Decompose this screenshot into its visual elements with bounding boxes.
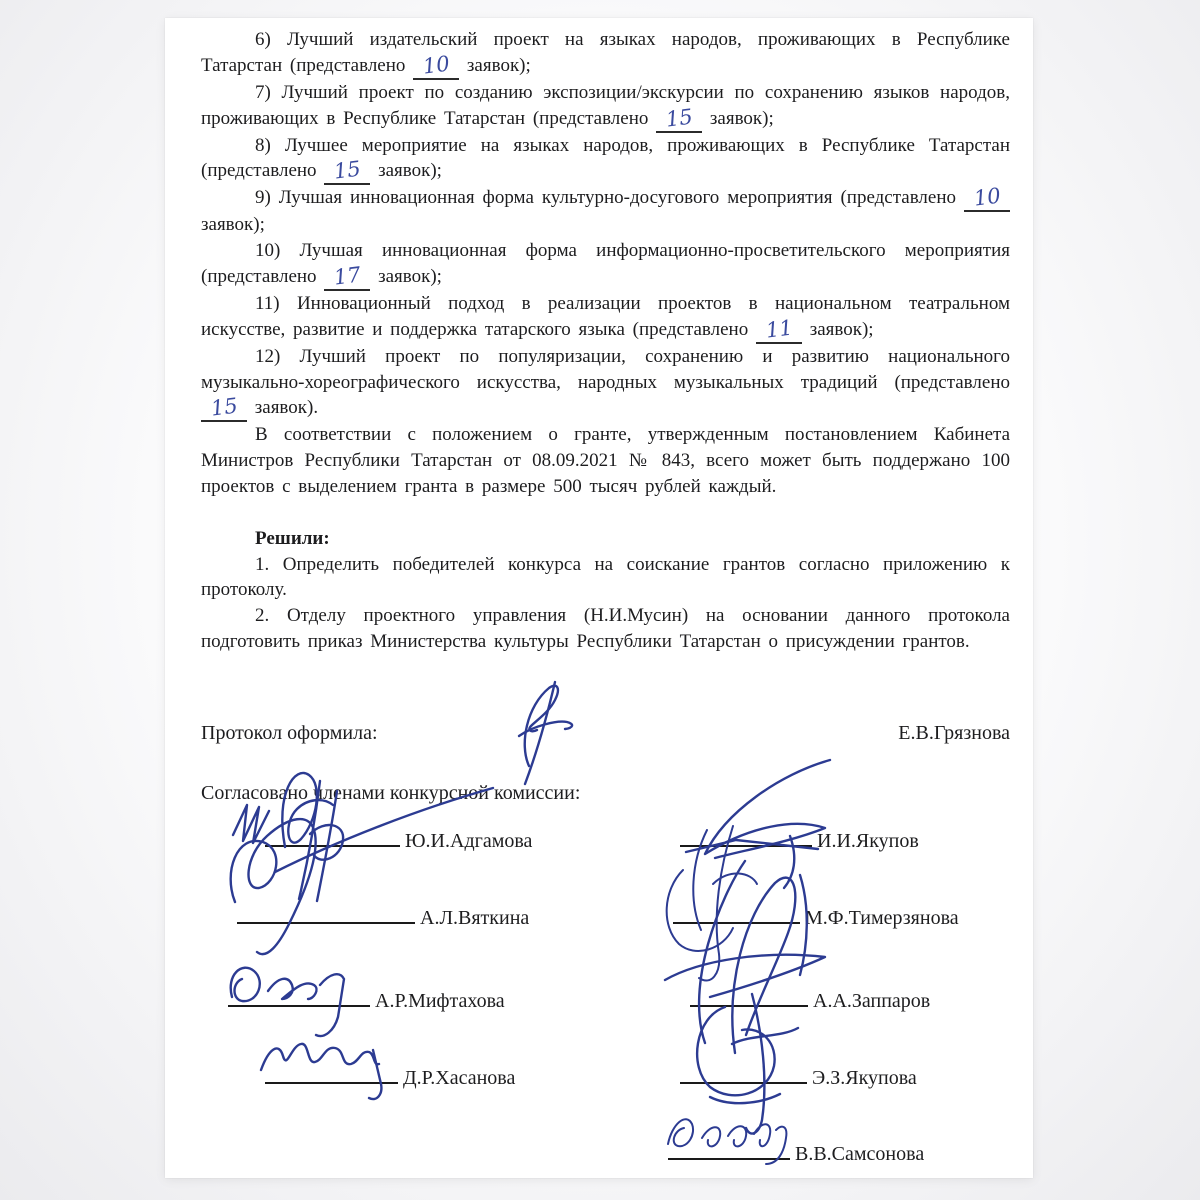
signature-khasanova <box>255 1022 400 1107</box>
item-12-text: 12) Лучший проект по популяризации, сохранению и развитию национального музыкально-хореографического искусства, народных музыкальных традиций (представлено <box>201 345 1010 393</box>
handwritten-count-12: 15 <box>201 400 247 422</box>
item-10-tail: заявок); <box>378 265 442 287</box>
item-11-text: 11) Инновационный подход в реализации проектов в национальном театральном искусстве, развитие и поддержка татарского языка (представлено <box>201 292 1010 340</box>
numbered-item-10 <box>201 238 1010 291</box>
commission-name-yakupova: Э.З.Якупова <box>812 1067 917 1089</box>
resolved-heading: Решили: <box>255 527 330 549</box>
handwritten-count-11: 11 <box>756 322 802 344</box>
item-8-text: 8) Лучшее мероприятие на языках народов, проживающих в Республике Татарстан (представлено <box>201 134 1010 182</box>
numbered-item-8 <box>201 133 1010 186</box>
handwritten-count-7: 15 <box>656 111 702 133</box>
agreed-by-commission-label: Согласовано членами конкурсной комиссии: <box>201 782 581 804</box>
numbered-item-12 <box>201 344 1010 423</box>
handwritten-count-8: 15 <box>324 163 370 185</box>
compliance-paragraph: В соответствии с положением о гранте, утвержденным постановлением Кабинета Министров Республики Татарстан от 08.09.2021 № 843, всего может быть поддержано 100 проектов с выделением гранта в размере 500 тысяч рублей каждый. <box>201 424 1010 497</box>
commission-name-samsonova: В.В.Самсонова <box>795 1143 925 1165</box>
item-11-tail: заявок); <box>809 318 874 340</box>
commission-name-timerzyanova: М.Ф.Тимерзянова <box>805 907 959 929</box>
numbered-item-11 <box>201 291 1010 344</box>
handwritten-count-9: 10 <box>964 190 1010 212</box>
item-9-text: 9) Лучшая инновационная форма культурно-досугового мероприятия (представлено <box>255 187 957 209</box>
signature-gryaznova <box>495 676 595 786</box>
protocol-author-name: Е.В.Грязнова <box>898 722 1010 744</box>
document-page <box>165 18 1033 1178</box>
commission-name-adgamova: Ю.И.Адгамова <box>405 830 533 852</box>
numbered-item-6 <box>201 27 1010 80</box>
decision-1: 1. Определить победителей конкурса на соискание грантов согласно приложению к протоколу. <box>201 553 1010 601</box>
handwritten-count-6: 10 <box>413 58 459 80</box>
numbered-item-7 <box>201 80 1010 133</box>
commission-name-yakupov: И.И.Якупов <box>817 830 919 852</box>
item-8-tail: заявок); <box>378 160 442 182</box>
signature-samsonova <box>660 1092 800 1172</box>
item-6-tail: заявок); <box>466 54 531 76</box>
handwritten-count-10: 17 <box>324 269 370 291</box>
decision-2: 2. Отделу проектного управления (Н.И.Мусин) на основании данного протокола подготовить приказ Министерства культуры Республики Татарстан о присуждении грантов. <box>201 605 1010 652</box>
commission-name-zapparov: А.А.Заппаров <box>813 990 931 1012</box>
item-12-tail: заявок). <box>254 397 319 419</box>
commission-name-vyatkina: А.Л.Вяткина <box>420 907 530 929</box>
commission-name-miftakhova: А.Р.Мифтахова <box>375 990 505 1012</box>
commission-name-khasanova: Д.Р.Хасанова <box>403 1067 516 1089</box>
protocol-author-label: Протокол оформила: <box>201 722 378 744</box>
item-7-tail: заявок); <box>709 107 774 129</box>
item-9-tail: заявок); <box>201 214 265 236</box>
item-6-text: 6) Лучший издательский проект на языках народов, проживающих в Республике Татарстан (представлено <box>201 29 1010 76</box>
item-10-text: 10) Лучшая инновационная форма информационно-просветительского мероприятия (представлено <box>201 240 1010 287</box>
numbered-item-9 <box>201 185 1010 238</box>
item-7-text: 7) Лучший проект по созданию экспозиции/экскурсии по сохранению языков народов, проживающих в Республике Татарстан (представлено <box>201 81 1010 129</box>
